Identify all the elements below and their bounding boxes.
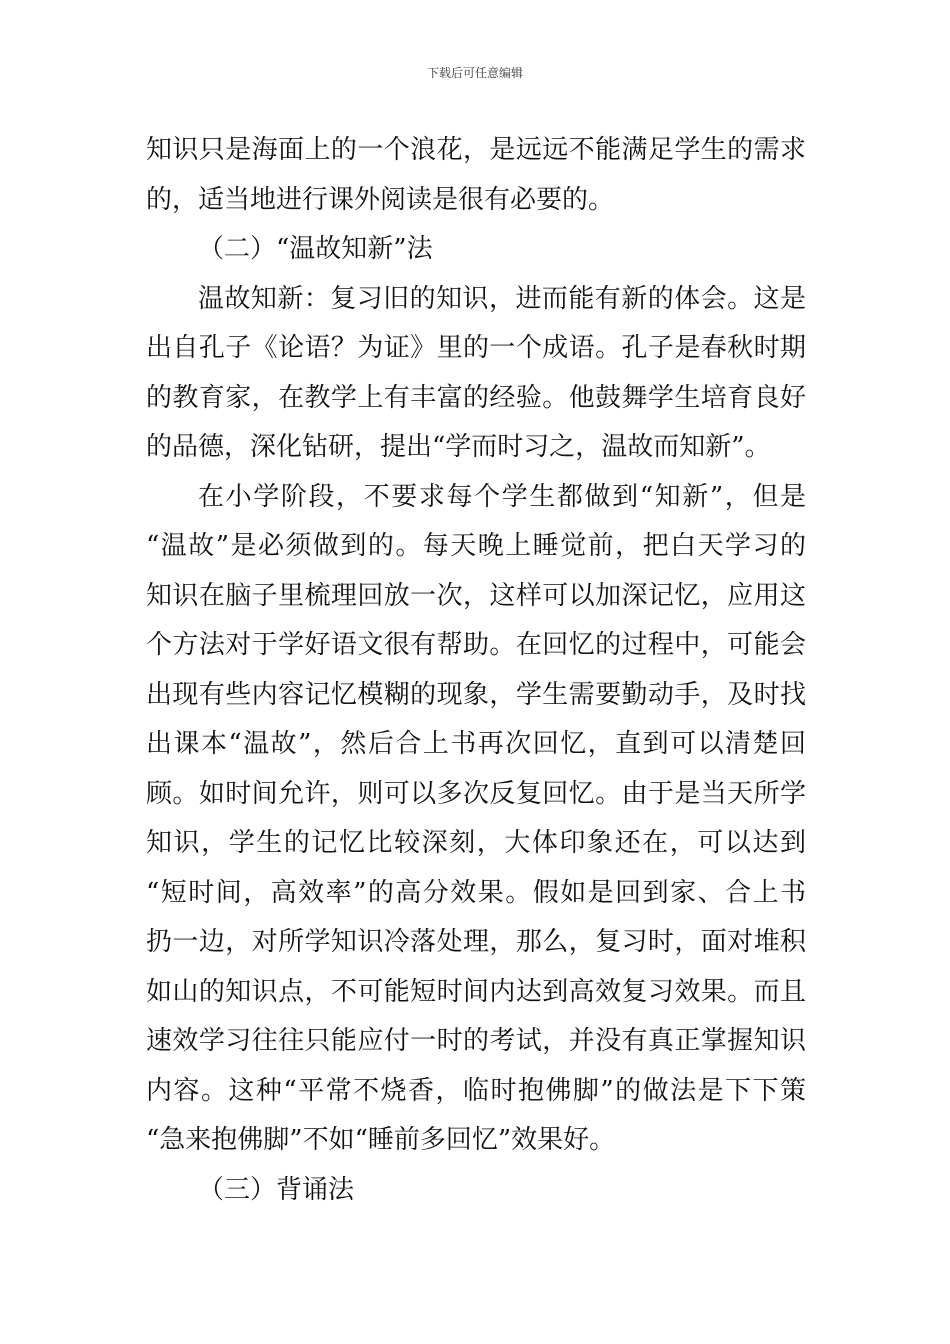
text-line: “急来抱佛脚”不如“睡前多回忆”效果好。	[146, 1125, 616, 1155]
text-line: 温故知新：复习旧的知识，进而能有新的体会。这是	[198, 283, 806, 314]
section-heading: （三）背诵法	[198, 1174, 355, 1205]
text-line: 知识在脑子里梳理回放一次，这样可以加深记忆，应用这	[146, 580, 806, 611]
text-line: 知识，学生的记忆比较深刻，大体印象还在，可以达到	[146, 828, 806, 858]
text-line: “短时间，高效率”的高分效果。假如是回到家、合上书	[146, 877, 806, 908]
text-line: 顾。如时间允许，则可以多次反复回忆。由于是当天所学	[146, 778, 806, 809]
text-line: “温故”是必须做到的。每天晚上睡觉前，把白天学习的	[146, 531, 806, 561]
text-line: 出现有些内容记忆模糊的现象，学生需要勤动手，及时找	[146, 679, 806, 710]
text-line: 的教育家，在教学上有丰富的经验。他鼓舞学生培育良好	[146, 382, 806, 413]
page-header-note: 下载后可任意编辑	[426, 66, 523, 80]
text-line: 在小学阶段，不要求每个学生都做到“知新”，但是	[198, 481, 806, 512]
document-body	[146, 126, 806, 1215]
text-line: 扔一边，对所学知识冷落处理，那么，复习时，面对堆积	[146, 927, 806, 957]
text-line: 出课本“温故”，然后合上书再次回忆，直到可以清楚回	[146, 729, 806, 759]
text-line: 内容。这种“平常不烧香，临时抱佛脚”的做法是下下策	[146, 1075, 806, 1106]
text-line: 速效学习往往只能应付一时的考试，并没有真正掌握知识	[146, 1026, 806, 1056]
text-line: 的品德，深化钻研，提出“学而时习之，温故而知新”。	[146, 432, 771, 462]
text-line: 个方法对于学好语文很有帮助。在回忆的过程中，可能会	[146, 630, 806, 660]
text-line: 知识只是海面上的一个浪花，是远远不能满足学生的需求	[146, 135, 806, 165]
text-line: 如山的知识点，不可能短时间内达到高效复习效果。而且	[146, 976, 806, 1007]
text-line: 出自孔子《论语？为证》里的一个成语。孔子是春秋时期	[146, 333, 806, 363]
text-line: 的，适当地进行课外阅读是很有必要的。	[146, 184, 615, 215]
section-heading: （二）“温故知新”法	[198, 234, 433, 264]
